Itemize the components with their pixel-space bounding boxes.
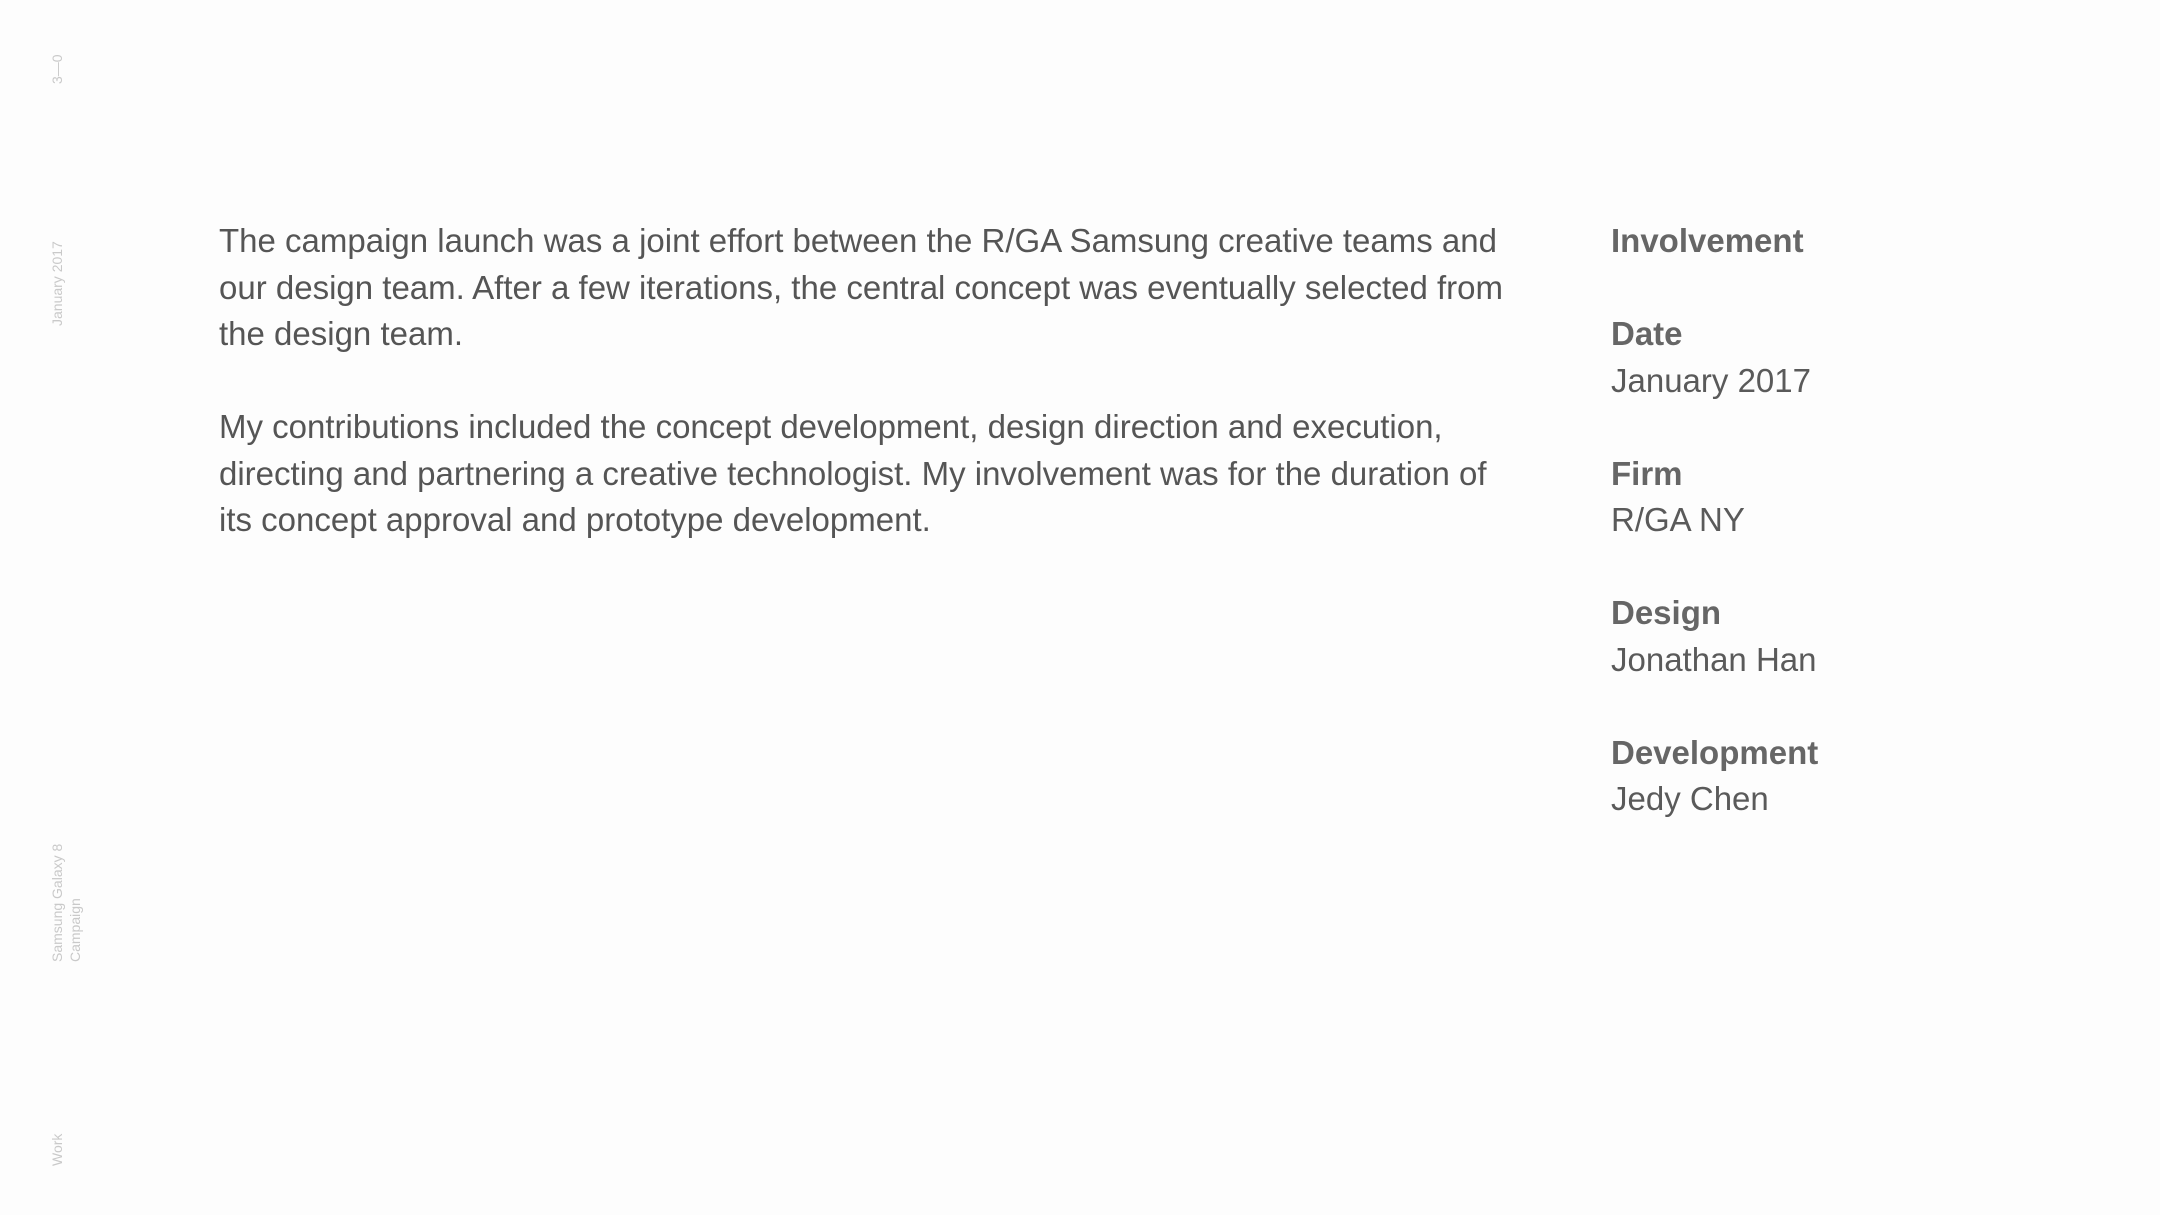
design-value: Jonathan Han — [1611, 640, 1817, 678]
involvement-group — [1611, 218, 1818, 265]
development-group — [1611, 730, 1818, 823]
sidebar-project-line2: Campaign — [67, 898, 83, 962]
design-label: Design — [1611, 594, 1722, 631]
date-label: Date — [1611, 315, 1683, 352]
design-group — [1611, 590, 1818, 683]
date-value: January 2017 — [1611, 361, 1811, 399]
sidebar-project-line1: Samsung Galaxy 8 — [49, 843, 65, 962]
project-description — [219, 218, 1519, 590]
development-value: Jedy Chen — [1611, 780, 1769, 817]
sidebar-date: January 2017 — [49, 241, 65, 326]
involvement-label: Involvement — [1611, 222, 1804, 259]
description-paragraph-1: The campaign launch was a joint effort between the R/GA Samsung creative teams and our design team. After a few iterations, the central concept was eventually selected from the design team. — [219, 222, 1504, 352]
description-paragraph-2: My contributions included the concept development, design direction and execution, directing and partnering a creative technologist. My involvement was for the duration of its concept approval and prototype development. — [219, 408, 1487, 538]
firm-value: R/GA NY — [1611, 501, 1745, 538]
date-group — [1611, 311, 1818, 404]
development-label: Development — [1611, 733, 1819, 771]
firm-group — [1611, 451, 1818, 544]
sidebar-section-work[interactable]: Work — [49, 1133, 65, 1166]
sidebar-project-title — [48, 844, 84, 962]
project-details — [1611, 218, 1818, 869]
page-number: 3—0 — [49, 54, 65, 84]
firm-label: Firm — [1611, 454, 1683, 492]
